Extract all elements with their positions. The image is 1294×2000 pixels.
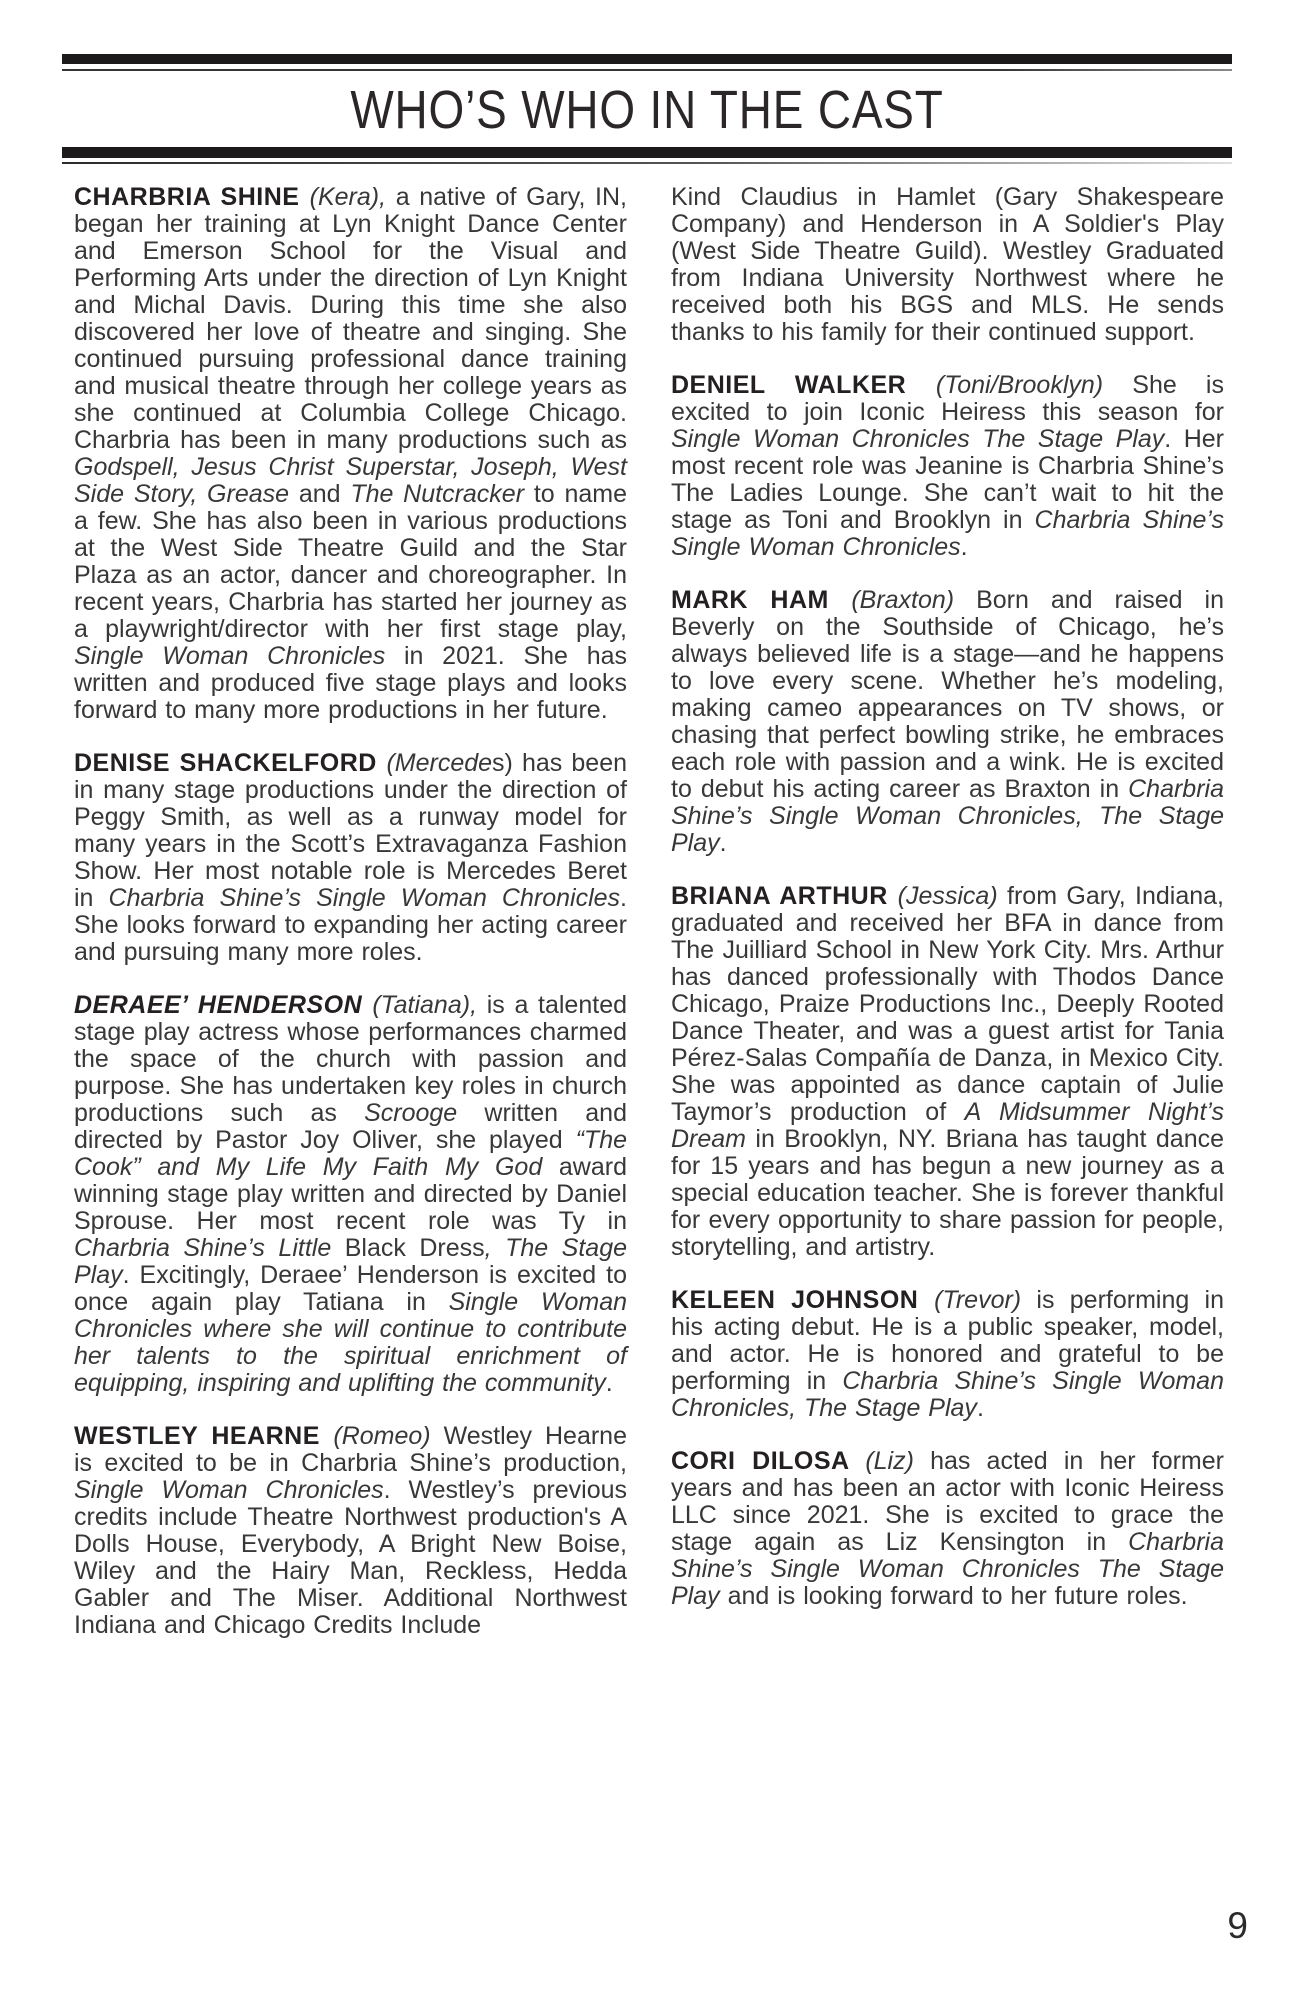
bio-text: (Mercede [386, 749, 493, 777]
bio-text: . She looks forward to expanding her acting career and pursuing many more roles. [74, 884, 627, 966]
cast-bio [671, 883, 1224, 1261]
cast-bio [74, 1423, 627, 1639]
bio-text: is performing in his acting debut. He is a public speaker, model, and actor. He is honored and grateful to be performing in [671, 1286, 1224, 1395]
bio-text: . [976, 1394, 984, 1422]
cast-bios [74, 184, 1224, 1665]
bio-text: . Excitingly, Deraee’ Henderson is excited to once again play Tatiana in [74, 1261, 627, 1316]
header-bottom-rule [62, 162, 1232, 164]
bio-text: Kind Claudius in Hamlet (Gary Shakespeare Company) and Henderson in A Soldier's Play (West Side Theatre Guild). Westley Graduated from Indiana University Northwest where he received both his BGS and MLS. He sends thanks to his family for their continued support. [671, 183, 1224, 346]
bio-text: Black Dress [331, 1234, 485, 1262]
cast-bio [671, 372, 1224, 561]
title-wrap [62, 80, 1232, 140]
cast-name: DENISE SHACKELFORD [74, 749, 387, 777]
cast-name: DERAEE’ HENDERSON [74, 991, 373, 1019]
cast-name: CORI DILOSA [671, 1447, 866, 1475]
bio-text: Single Woman Chronicles where she will continue to contribute her talents to the spiritual enrichment of equipping, inspiring and uplifting the community [74, 1288, 628, 1397]
bio-text: Scrooge [364, 1099, 458, 1127]
cast-bio [671, 587, 1224, 857]
bio-text: (Trevor) [934, 1286, 1022, 1314]
bio-text: s) has been in many stage productions under the direction of Peggy Smith, as well as a runway model for many years in the Scott’s Extravaganza Fashion Show. Her most notable role is Mercedes Beret in [74, 749, 627, 912]
bio-text: (Tatiana), [372, 991, 478, 1019]
bio-text: Charbria Shine’s Little [74, 1234, 332, 1262]
bio-text: , The Stage Play [74, 1234, 628, 1289]
cast-name: BRIANA ARTHUR [671, 882, 898, 910]
bio-text: Westley Hearne is excited to be in Charbria Shine’s production, [74, 1422, 627, 1477]
cast-name: KELEEN JOHNSON [671, 1286, 935, 1314]
cast-bio [74, 750, 627, 966]
left-column [74, 184, 627, 1665]
bio-text: in 2021. She has written and produced five stage plays and looks forward to many more productions in her future. [74, 642, 627, 724]
bio-text: Godspell, Jesus Christ Superstar, Joseph, West Side Story, Grease [74, 453, 627, 508]
cast-name: WESTLEY HEARNE [74, 1422, 334, 1450]
bio-text: (Romeo) [333, 1422, 431, 1450]
bio-text: (Toni/Brooklyn) [935, 371, 1104, 399]
bio-text: (Jessica) [897, 882, 998, 910]
cast-bio [671, 1448, 1224, 1610]
bio-text: “The Cook” and My Life My Faith My God [74, 1126, 627, 1181]
bio-text: written and directed by Pastor Joy Oliver, she played [74, 1099, 627, 1154]
bio-text: Charbria Shine’s Single Woman Chronicles, The Stage Play [671, 775, 1224, 857]
bio-text: Charbria Shine’s Single Woman Chronicles The Stage Play [671, 1528, 1224, 1610]
bio-text: Charbria Shine’s Single Woman Chronicles [671, 506, 1224, 561]
cast-bio [74, 184, 627, 724]
cast-name: DENIEL WALKER [671, 371, 936, 399]
bio-text: (Braxton) [851, 586, 955, 614]
bio-text: The Nutcracker [350, 480, 525, 508]
bio-text: in Brooklyn, NY. Briana has taught dance for 15 years and has begun a new journey as a special education teacher. She is forever thankful for every opportunity to share passion for people, storytelling, and artistry. [671, 1125, 1224, 1261]
bio-text: Charbria Shine’s Single Woman Chronicles, The Stage Play [671, 1367, 1224, 1422]
bio-text: . [719, 829, 727, 857]
bio-text: and is looking forward to her future roles. [719, 1582, 1188, 1610]
page-header [62, 54, 1232, 164]
cast-name: CHARBRIA SHINE [74, 183, 310, 211]
bio-text: Single Woman Chronicles [74, 1476, 384, 1504]
header-top-rule [62, 69, 1232, 71]
bio-text: a native of Gary, IN, began her training at Lyn Knight Dance Center and Emerson School for the Visual and Performing Arts under the direction of Lyn Knight and Michal Davis. During this time she also discovered her love of theatre and singing. She continued pursuing professional dance training and musical theatre through her college years as she continued at Columbia College Chicago. Charbria has been in many productions such as [74, 183, 627, 454]
cast-bio [671, 184, 1224, 346]
header-top-bar [62, 54, 1232, 64]
page-number: 9 [1227, 1905, 1248, 1946]
cast-name: MARK HAM [671, 586, 852, 614]
bio-text: (Kera), [309, 183, 387, 211]
bio-text: Single Woman Chronicles [74, 642, 386, 670]
bio-text: . [960, 533, 968, 561]
header-bottom-bar [62, 147, 1232, 158]
bio-text: Born and raised in Beverly on the Southside of Chicago, he’s always believed life is a stage—and he happens to love every scene. Whether he’s modeling, making cameo appearances on TV shows, or chasing that perfect bowling strike, he embraces each role with passion and a wink. He is excited to debut his acting career as Braxton in [671, 586, 1224, 803]
bio-text: She is excited to join Iconic Heiress this season for [671, 371, 1224, 426]
page-title: WHO’S WHO IN THE CAST [350, 80, 944, 140]
bio-text: from Gary, Indiana, graduated and received her BFA in dance from The Juilliard School in New York City. Mrs. Arthur has danced professionally with Thodos Dance Chicago, Praize Productions Inc., Deeply Rooted Dance Theater, and was a guest artist for Tania Pérez-Salas Compañía de Danza, in Mexico City. She was appointed as dance captain of Julie Taymor’s production of [671, 882, 1224, 1126]
bio-text: to name a few. She has also been in various productions at the West Side Theatre Guild and the Star Plaza as an actor, dancer and choreographer. In recent years, Charbria has started her journey as a playwright/director with her first stage play, [74, 480, 627, 643]
bio-text: . Westley’s previous credits include Theatre Northwest production's A Dolls House, Everybody, A Bright New Boise, Wiley and the Hairy Man, Reckless, Hedda Gabler and The Miser. Additional Northwest Indiana and Chicago Credits Include [74, 1476, 628, 1639]
right-column [671, 184, 1224, 1665]
cast-bio [74, 992, 627, 1397]
bio-text: and [289, 480, 351, 508]
cast-bio [671, 1287, 1224, 1422]
bio-text: is a talented stage play actress whose performances charmed the space of the church with passion and purpose. She has undertaken key roles in church productions such as [74, 991, 627, 1127]
bio-text: . Her most recent role was Jeanine is Charbria Shine’s The Ladies Lounge. She can’t wait to hit the stage as Toni and Brooklyn in [671, 425, 1224, 534]
bio-text: . [605, 1369, 613, 1397]
bio-text: A Midsummer Night’s Dream [671, 1098, 1224, 1153]
bio-text: Charbria Shine’s Single Woman Chronicles [108, 884, 621, 912]
bio-text: has acted in her former years and has been an actor with Iconic Heiress LLC since 2021. She is excited to grace the stage again as Liz Kensington in [671, 1447, 1224, 1556]
bio-text: Single Woman Chronicles The Stage Play [671, 425, 1165, 453]
bio-text: (Liz) [865, 1447, 914, 1475]
bio-text: award winning stage play written and directed by Daniel Sprouse. Her most recent role was Ty in [74, 1153, 627, 1235]
